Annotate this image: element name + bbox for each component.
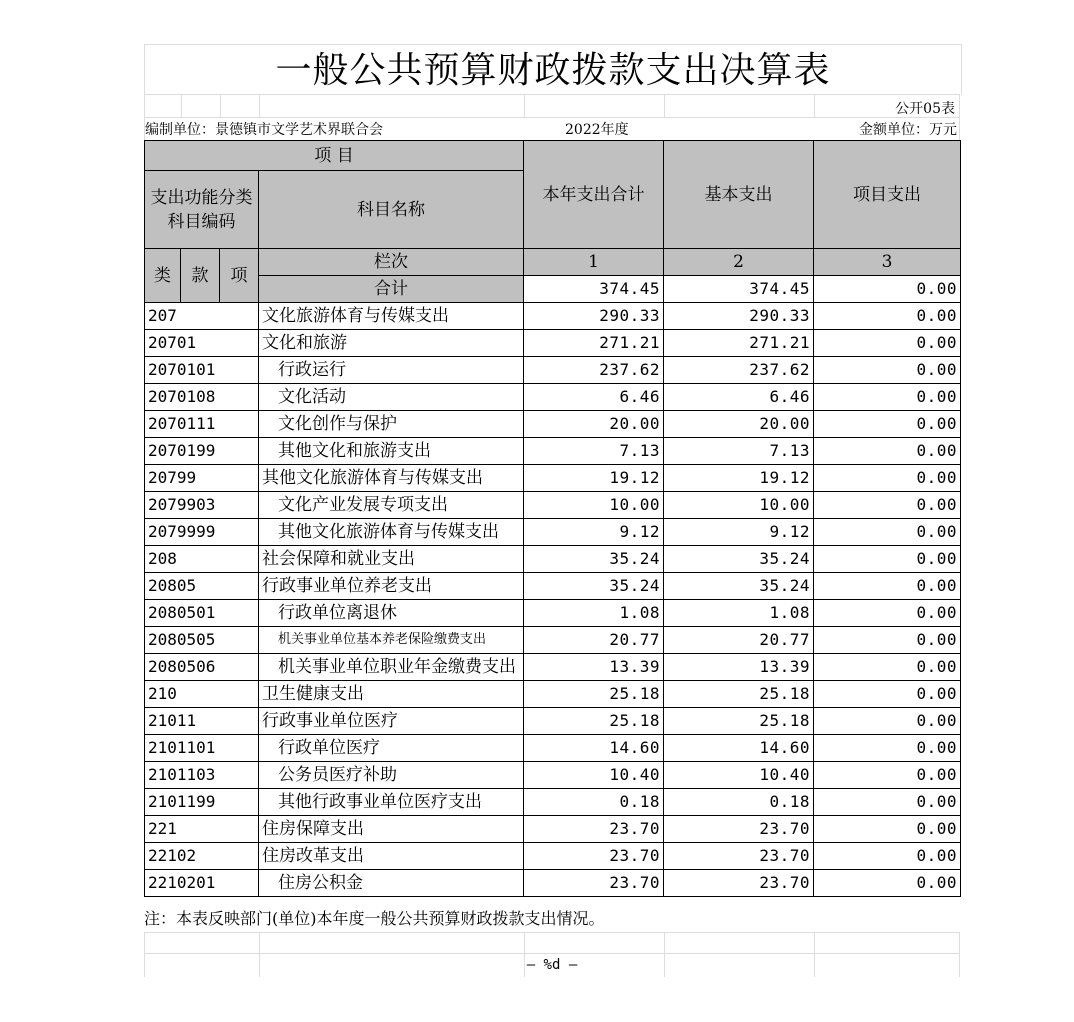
row-total: 10.00 (524, 492, 664, 519)
row-total: 7.13 (524, 438, 664, 465)
row-total: 23.70 (524, 870, 664, 897)
row-name: 住房保障支出 (259, 816, 524, 843)
row-name: 卫生健康支出 (259, 681, 524, 708)
row-code: 210 (145, 681, 259, 708)
row-name: 行政单位医疗 (259, 735, 524, 762)
table-row (145, 789, 961, 816)
row-basic: 10.00 (664, 492, 814, 519)
row-name: 机关事业单位职业年金缴费支出 (259, 654, 524, 681)
row-basic: 25.18 (664, 681, 814, 708)
table-row (145, 762, 961, 789)
row-name: 文化旅游体育与传媒支出 (259, 303, 524, 330)
row-code: 2070199 (145, 438, 259, 465)
row-basic: 20.77 (664, 627, 814, 654)
row-total: 35.24 (524, 546, 664, 573)
row-total: 25.18 (524, 681, 664, 708)
row-basic: 23.70 (664, 816, 814, 843)
table-row (145, 438, 961, 465)
row-basic: 237.62 (664, 357, 814, 384)
row-code: 2079999 (145, 519, 259, 546)
row-project: 0.00 (814, 330, 961, 357)
row-project: 0.00 (814, 438, 961, 465)
budget-sheet (144, 44, 960, 977)
row-name: 其他行政事业单位医疗支出 (259, 789, 524, 816)
row-basic: 13.39 (664, 654, 814, 681)
row-basic: 7.13 (664, 438, 814, 465)
row-basic: 0.18 (664, 789, 814, 816)
total-label: 合计 (259, 276, 524, 303)
row-basic: 290.33 (664, 303, 814, 330)
row-project: 0.00 (814, 411, 961, 438)
col-index-3: 3 (814, 249, 961, 276)
row-code: 2101103 (145, 762, 259, 789)
row-total: 1.08 (524, 600, 664, 627)
total-project: 0.00 (814, 276, 961, 303)
table-row (145, 708, 961, 735)
row-project: 0.00 (814, 654, 961, 681)
table-row (145, 681, 961, 708)
row-code: 2070111 (145, 411, 259, 438)
row-total: 14.60 (524, 735, 664, 762)
table-row (145, 735, 961, 762)
form-code: 公开05表 (895, 101, 955, 117)
row-name: 行政运行 (259, 357, 524, 384)
row-project: 0.00 (814, 843, 961, 870)
row-name: 行政事业单位养老支出 (259, 573, 524, 600)
row-total: 237.62 (524, 357, 664, 384)
row-project: 0.00 (814, 735, 961, 762)
page-title: 一般公共预算财政拨款支出决算表 (144, 44, 962, 95)
row-name: 行政单位离退休 (259, 600, 524, 627)
row-project: 0.00 (814, 384, 961, 411)
row-project: 0.00 (814, 465, 961, 492)
row-basic: 14.60 (664, 735, 814, 762)
row-code: 2210201 (145, 870, 259, 897)
row-basic: 25.18 (664, 708, 814, 735)
header-kuan: 款 (181, 249, 220, 303)
row-code: 2080501 (145, 600, 259, 627)
header-lei: 类 (145, 249, 181, 303)
unit-label: 编制单位：景德镇市文学艺术界联合会 (145, 122, 383, 138)
col-index-2: 2 (664, 249, 814, 276)
year-label: 2022年度 (565, 122, 629, 138)
table-row (145, 573, 961, 600)
form-code-row (144, 94, 960, 117)
row-code: 2080506 (145, 654, 259, 681)
row-project: 0.00 (814, 492, 961, 519)
row-total: 20.77 (524, 627, 664, 654)
row-total: 9.12 (524, 519, 664, 546)
row-project: 0.00 (814, 303, 961, 330)
blank-row (144, 932, 960, 953)
table-row (145, 627, 961, 654)
row-project: 0.00 (814, 600, 961, 627)
row-code: 20701 (145, 330, 259, 357)
row-code: 2079903 (145, 492, 259, 519)
header-name: 科目名称 (259, 171, 524, 249)
row-name: 文化活动 (259, 384, 524, 411)
row-code: 208 (145, 546, 259, 573)
row-name: 公务员医疗补助 (259, 762, 524, 789)
row-basic: 1.08 (664, 600, 814, 627)
row-basic: 35.24 (664, 546, 814, 573)
table-row (145, 654, 961, 681)
row-total: 25.18 (524, 708, 664, 735)
meta-row (144, 117, 960, 140)
table-row (145, 546, 961, 573)
table-row (145, 492, 961, 519)
row-total: 35.24 (524, 573, 664, 600)
row-project: 0.00 (814, 573, 961, 600)
amount-unit-label: 金额单位：万元 (859, 122, 957, 138)
header-xiang: 项 (220, 249, 259, 303)
row-project: 0.00 (814, 816, 961, 843)
row-basic: 23.70 (664, 870, 814, 897)
header-row-1 (145, 141, 961, 171)
table-body (145, 303, 961, 897)
row-total: 290.33 (524, 303, 664, 330)
row-project: 0.00 (814, 627, 961, 654)
row-project: 0.00 (814, 708, 961, 735)
row-code: 2101101 (145, 735, 259, 762)
total-row (145, 276, 961, 303)
table-row (145, 843, 961, 870)
table-row (145, 465, 961, 492)
header-col-basic: 基本支出 (664, 141, 814, 249)
table-row (145, 870, 961, 897)
row-code: 2070101 (145, 357, 259, 384)
header-code-line1: 支出功能分类 (150, 187, 253, 208)
row-code: 207 (145, 303, 259, 330)
row-total: 23.70 (524, 816, 664, 843)
total-basic: 374.45 (664, 276, 814, 303)
row-code: 20799 (145, 465, 259, 492)
col-index-1: 1 (524, 249, 664, 276)
row-name: 文化创作与保护 (259, 411, 524, 438)
row-total: 10.40 (524, 762, 664, 789)
row-name: 机关事业单位基本养老保险缴费支出 (259, 627, 524, 654)
row-total: 6.46 (524, 384, 664, 411)
row-code: 2080505 (145, 627, 259, 654)
header-lanci: 栏次 (259, 249, 524, 276)
row-project: 0.00 (814, 681, 961, 708)
row-code: 2101199 (145, 789, 259, 816)
row-code: 221 (145, 816, 259, 843)
row-total: 13.39 (524, 654, 664, 681)
row-basic: 9.12 (664, 519, 814, 546)
row-name: 行政事业单位医疗 (259, 708, 524, 735)
row-code: 21011 (145, 708, 259, 735)
row-basic: 35.24 (664, 573, 814, 600)
row-total: 23.70 (524, 843, 664, 870)
row-name: 住房公积金 (259, 870, 524, 897)
header-code-line2: 科目编码 (167, 211, 236, 232)
table-note: 注：本表反映部门(单位)本年度一般公共预算财政拨款支出情况。 (144, 909, 605, 928)
total-amount: 374.45 (524, 276, 664, 303)
table-row (145, 519, 961, 546)
table-row (145, 411, 961, 438)
row-project: 0.00 (814, 519, 961, 546)
row-basic: 23.70 (664, 843, 814, 870)
row-name: 住房改革支出 (259, 843, 524, 870)
page-number: — %d — (526, 957, 578, 973)
budget-table (144, 140, 961, 897)
row-name: 其他文化和旅游支出 (259, 438, 524, 465)
row-basic: 10.40 (664, 762, 814, 789)
row-name: 文化和旅游 (259, 330, 524, 357)
row-total: 19.12 (524, 465, 664, 492)
row-basic: 271.21 (664, 330, 814, 357)
row-name: 其他文化旅游体育与传媒支出 (259, 519, 524, 546)
row-basic: 6.46 (664, 384, 814, 411)
row-project: 0.00 (814, 870, 961, 897)
row-basic: 20.00 (664, 411, 814, 438)
header-project: 项 目 (145, 141, 524, 171)
row-total: 0.18 (524, 789, 664, 816)
row-code: 2070108 (145, 384, 259, 411)
table-row (145, 600, 961, 627)
table-row (145, 384, 961, 411)
row-code: 22102 (145, 843, 259, 870)
header-row-index (145, 249, 961, 276)
row-total: 271.21 (524, 330, 664, 357)
row-project: 0.00 (814, 789, 961, 816)
row-name: 文化产业发展专项支出 (259, 492, 524, 519)
table-row (145, 303, 961, 330)
table-row (145, 816, 961, 843)
table-row (145, 330, 961, 357)
row-total: 20.00 (524, 411, 664, 438)
table-row (145, 357, 961, 384)
row-project: 0.00 (814, 762, 961, 789)
header-code (145, 171, 259, 249)
row-project: 0.00 (814, 546, 961, 573)
row-name: 社会保障和就业支出 (259, 546, 524, 573)
row-name: 其他文化旅游体育与传媒支出 (259, 465, 524, 492)
header-col-project: 项目支出 (814, 141, 961, 249)
row-project: 0.00 (814, 357, 961, 384)
header-col-total: 本年支出合计 (524, 141, 664, 249)
row-basic: 19.12 (664, 465, 814, 492)
row-code: 20805 (145, 573, 259, 600)
